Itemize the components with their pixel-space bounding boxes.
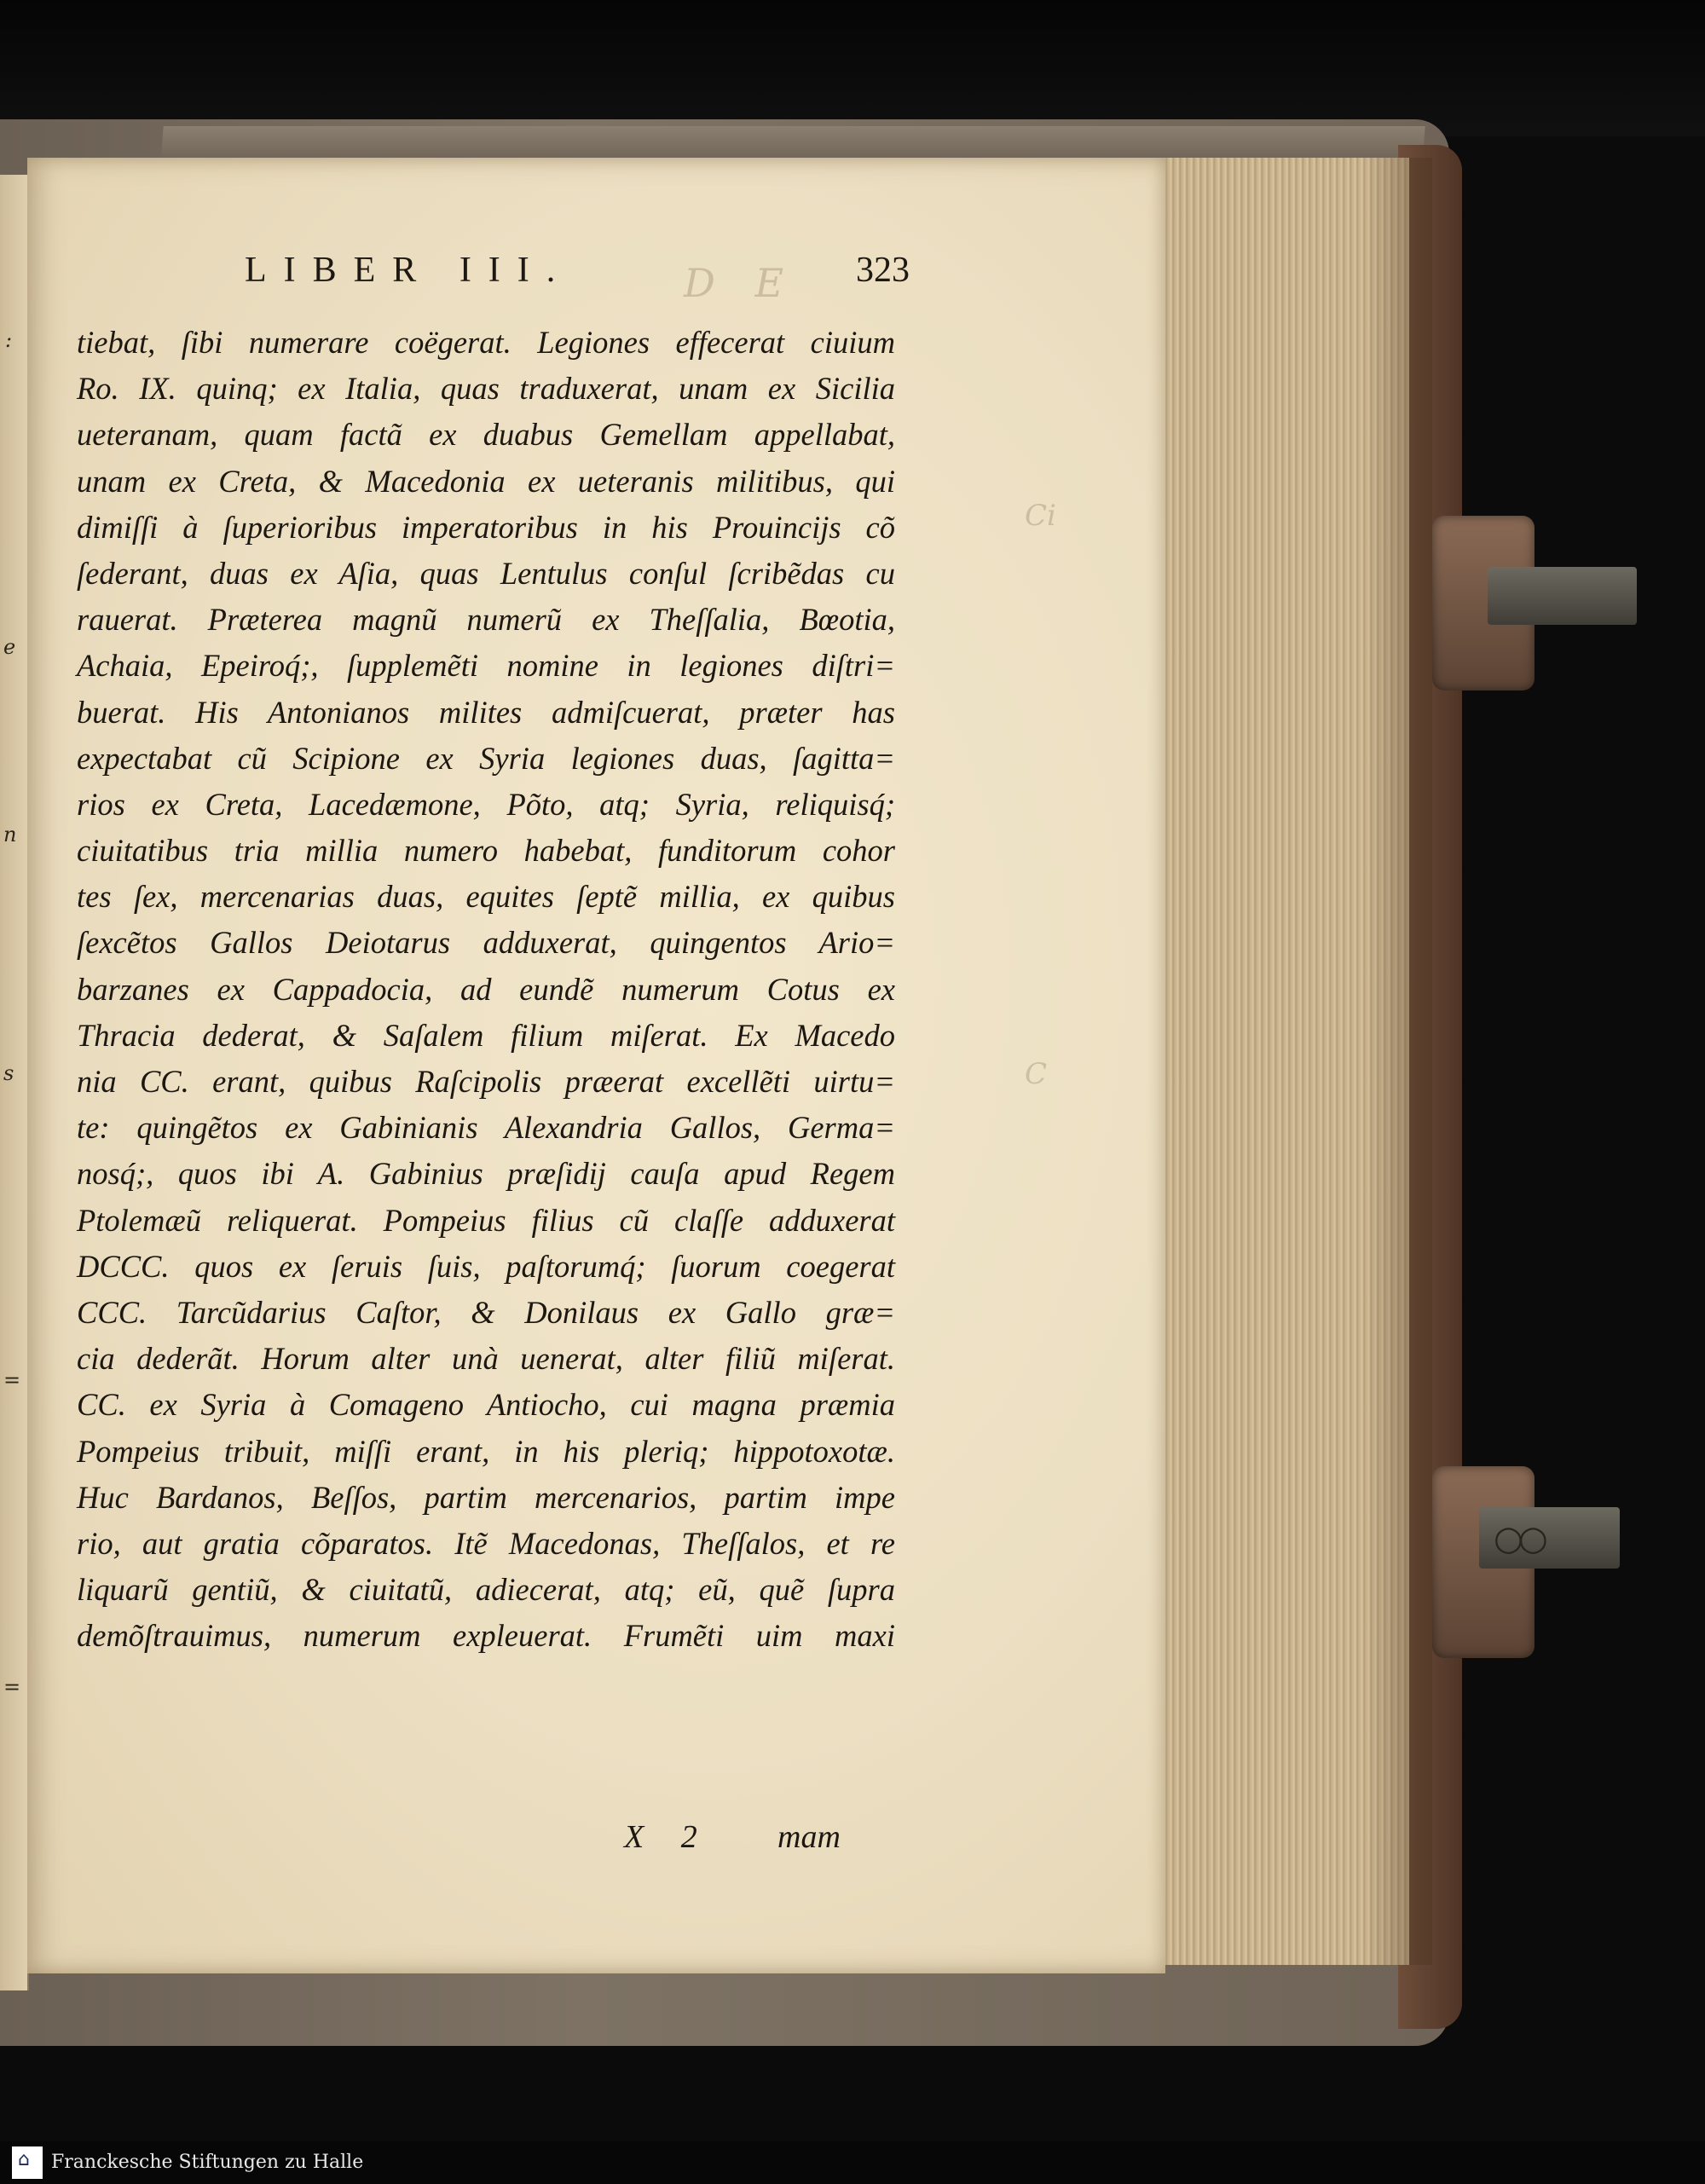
text-line: tes ſex, mercenarias duas, equites ſeptẽ millia, ex quibus — [77, 879, 895, 915]
text-line: DCCC. quos ex ſeruis ſuis, paſtorumq́; ſuorum coegerat — [77, 1248, 895, 1284]
institution-name: Franckesche Stiftungen zu Halle — [51, 2152, 364, 2173]
page-block-shadow — [1364, 158, 1432, 1965]
text-line: Achaia, Epeiroq́;, ſupplemẽti nomine in legiones diſtri= — [77, 648, 895, 684]
text-line: CCC. Tarcũdarius Caſtor, & Donilaus ex Gallo græ= — [77, 1294, 895, 1330]
text-line: demõſtrauimus, numerum expleuerat. Frumẽti uim maxi — [77, 1618, 895, 1654]
text-line: ſexcẽtos Gallos Deiotarus adduxerat, quingentos Ario= — [77, 925, 895, 961]
building-icon: ⌂ — [18, 2149, 30, 2170]
text-line: nia CC. erant, quibus Raſcipolis præerat excellẽti uirtu= — [77, 1064, 895, 1099]
text-line: liquarũ gentiũ, & ciuitatũ, adiecerat, atq; eũ, quẽ ſupra — [77, 1572, 895, 1608]
upper-clasp-strap — [1488, 567, 1637, 625]
text-line: ſederant, duas ex Aſia, quas Lentulus conſul ſcribẽdas cu — [77, 555, 895, 591]
text-line: barzanes ex Cappadocia, ad eundẽ numerum Cotus ex — [77, 971, 895, 1007]
text-line: Thracia dederat, & Saſalem filium miſerat. Ex Macedo — [77, 1017, 895, 1053]
text-line: Ptolemæũ reliquerat. Pompeius filius cũ claſſe adduxerat — [77, 1202, 895, 1238]
text-line: Ro. IX. quinq; ex Italia, quas traduxerat, unam ex Sicilia — [77, 371, 895, 407]
show-through-text: Ci — [1025, 499, 1056, 533]
page-number: 323 — [856, 251, 910, 290]
running-title: LIBER III. — [245, 251, 573, 290]
text-line: dimiſſi à ſuperioribus imperatoribus in his Prouincijs cõ — [77, 509, 895, 545]
text-line: cia dederãt. Horum alter unà uenerat, alter filiũ miſerat. — [77, 1341, 895, 1377]
text-line: Huc Bardanos, Beſſos, partim mercenarios, partim impe — [77, 1479, 895, 1515]
footer-bar — [0, 2141, 1705, 2184]
text-line: ciuitatibus tria millia numero habebat, funditorum cohor — [77, 833, 895, 869]
backdrop — [0, 0, 1705, 136]
clasp-ornament-icon: ○○ — [1494, 1519, 1543, 1558]
text-line: Pompeius tribuit, miſſi erant, in his pleriq; hippotoxotæ. — [77, 1433, 895, 1469]
text-line: rauerat. Præterea magnũ numerũ ex Theſſalia, Bœotia, — [77, 602, 895, 638]
show-through-text: C — [1025, 1057, 1048, 1091]
text-line: rios ex Creta, Lacedæmone, Põto, atq; Syria, reliquisq́; — [77, 786, 895, 822]
institution-logo — [12, 2146, 43, 2179]
body-text — [77, 320, 895, 1659]
catchword: mam — [777, 1819, 841, 1855]
text-line: te: quingẽtos ex Gabinianis Alexandria Gallos, Germa= — [77, 1110, 895, 1146]
facing-page-edge: : e n s = = — [0, 175, 29, 1990]
signature-mark: X 2 — [624, 1819, 697, 1855]
text-line: unam ex Creta, & Macedonia ex ueteranis militibus, qui — [77, 463, 895, 499]
book-page — [27, 158, 1165, 1973]
text-line: nosq́;, quos ibi A. Gabinius præſidij cauſa apud Regem — [77, 1156, 895, 1192]
text-line: buerat. His Antonianos milites admiſcuerat, præter has — [77, 694, 895, 730]
text-line: ueteranam, quam factã ex duabus Gemellam appellabat, — [77, 417, 895, 453]
show-through-text: D E — [684, 260, 798, 306]
text-line: CC. ex Syria à Comageno Antiocho, cui magna præmia — [77, 1387, 895, 1423]
page-header — [245, 250, 910, 301]
text-line: rio, aut gratia cõparatos. Itẽ Macedonas, Theſſalos, et re — [77, 1525, 895, 1561]
text-line: tiebat, ſibi numerare coëgerat. Legiones effecerat ciuium — [77, 325, 895, 360]
text-line: expectabat cũ Scipione ex Syria legiones duas, ſagitta= — [77, 740, 895, 776]
